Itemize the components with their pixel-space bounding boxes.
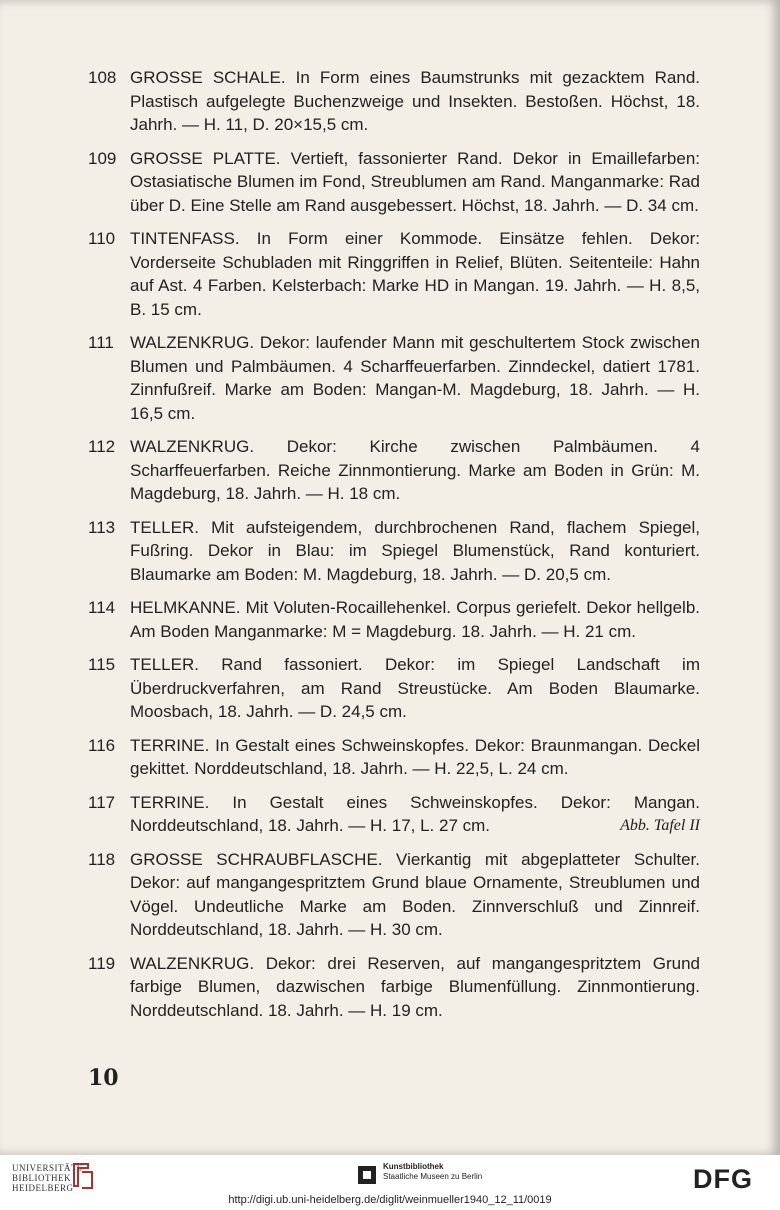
kunstbibliothek-logo-icon[interactable] (356, 1164, 378, 1186)
entry-text: WALZENKRUG. Dekor: laufender Mann mit geschultertem Stock zwischen Blumen und Palmbäumen. 4 Scharffeuerfarben. Zinndeckel, datiert 1781. Zinnfußreif. Marke am Boden: Mangan-M. Magdeburg, 18. Jahrh. — H. 16,5 cm. (130, 333, 700, 423)
entry-text: TERRINE. In Gestalt eines Schweinskopfes. Dekor: Mangan. Norddeutschland, 18. Jahrh. — H. 17, L. 27 cm. (130, 792, 700, 835)
entry-number: 110 (88, 229, 116, 248)
catalog-entry-116 (88, 734, 700, 781)
catalog-entry-109 (88, 147, 700, 218)
catalog-entry-112 (88, 435, 700, 506)
entry-text: HELMKANNE. Mit Voluten-Rocaillehenkel. Corpus geriefelt. Dekor hellgelb. Am Boden Manganmarke: M = Magdeburg. 18. Jahrh. — H. 21 cm. (130, 598, 700, 641)
entry-text: TINTENFASS. In Form einer Kommode. Einsätze fehlen. Dekor: Vorderseite Schubladen mit Ringgriffen in Relief, Blüten. Seitenteile: Hahn auf Ast. 4 Farben. Kelsterbach: Marke HD in Mangan. 19. Jahrh. — H. 8,5, B. 15 cm. (130, 229, 700, 319)
university-library-label (12, 1163, 86, 1193)
entry-text: TELLER. Rand fassoniert. Dekor: im Spiegel Landschaft im Überdruckverfahren, am Rand Streustücke. Am Boden Blaumarke. Moosbach, 18. Jahrh. — D. 24,5 cm. (130, 655, 700, 721)
catalog-entry-110 (88, 227, 700, 321)
catalog-entry-114 (88, 596, 700, 643)
catalog-list (88, 66, 700, 1032)
entry-number: 108 (88, 68, 117, 87)
page-number: 10 (88, 1065, 119, 1091)
entry-number: 116 (88, 735, 116, 755)
entry-number: 118 (88, 849, 116, 869)
entry-number: 112 (88, 437, 116, 456)
university-line: BIBLIOTHEK (12, 1173, 71, 1183)
catalog-entry-119 (88, 952, 700, 1023)
museen-name: Staatliche Museen zu Berlin (383, 1172, 483, 1181)
entry-text: TELLER. Mit aufsteigendem, durchbrochenen Rand, flachem Spiegel, Fußring. Dekor in Blau: im Spiegel Blumenstück, Rand konturiert. Blaumarke am Boden: M. Magdeburg, 18. Jahrh. — D. 20,5 cm. (130, 517, 700, 584)
catalog-entry-111 (88, 331, 700, 425)
entry-number: 109 (88, 148, 117, 168)
entry-number: 115 (88, 655, 116, 674)
university-logo-icon[interactable] (70, 1160, 96, 1190)
catalog-entry-118 (88, 848, 700, 942)
entry-text: GROSSE PLATTE. Vertieft, fassonierter Rand. Dekor in Emaillefarben: Ostasiatische Blumen im Fond, Streublumen am Rand. Manganmarke: Rad über D. Eine Stelle am Rand ausgebessert. Höchst, 18. Jahrh. — D. 34 cm. (130, 148, 700, 215)
university-line: UNIVERSITÄTS- (12, 1163, 86, 1173)
entry-text: WALZENKRUG. Dekor: Kirche zwischen Palmbäumen. 4 Scharffeuerfarben. Reiche Zinnmontierung. Marke am Boden in Grün: M. Magdeburg, 18. Jahrh. — H. 18 cm. (130, 437, 700, 503)
entry-number: 111 (88, 333, 114, 352)
kunstbibliothek-label (383, 1162, 482, 1182)
entry-text: GROSSE SCHRAUBFLASCHE. Vierkantig mit abgeplatteter Schulter. Dekor: auf mangangespritztem Grund blaue Ornamente, Streublumen und Vögel. Undeutliche Marke am Boden. Zinnverschluß und Zinnreif. Norddeutschland, 18. Jahrh. — H. 30 cm. (130, 849, 700, 939)
plate-reference: Abb. Tafel II (620, 817, 700, 834)
entry-text: TERRINE. In Gestalt eines Schweinskopfes. Dekor: Braunmangan. Deckel gekittet. Norddeutschland, 18. Jahrh. — H. 22,5, L. 24 cm. (130, 735, 700, 778)
entry-number: 113 (88, 517, 116, 537)
university-line: HEIDELBERG (12, 1183, 74, 1193)
entry-text: WALZENKRUG. Dekor: drei Reserven, auf mangangespritztem Grund farbige Blumen, dazwischen farbige Blumenfüllung. Zinnmontierung. Norddeutschland. 18. Jahrh. — H. 19 cm. (130, 953, 700, 1020)
entry-text: GROSSE SCHALE. In Form eines Baumstrunks mit gezacktem Rand. Plastisch aufgelegte Buchenzweige und Insekten. Bestoßen. Höchst, 18. Jahrh. — H. 11, D. 20×15,5 cm. (130, 68, 700, 134)
entry-number: 119 (88, 953, 116, 973)
kunstbibliothek-name: Kunstbibliothek (383, 1162, 444, 1171)
catalog-entry-113 (88, 516, 700, 587)
catalog-entry-117 (88, 791, 700, 838)
entry-number: 114 (88, 598, 116, 617)
catalog-entry-115 (88, 653, 700, 724)
entry-text-wrapper (130, 791, 700, 838)
dfg-logo[interactable]: DFG (693, 1164, 753, 1194)
catalog-entry-108 (88, 66, 700, 137)
viewer-footer (0, 1155, 780, 1210)
source-url[interactable]: http://digi.ub.uni-heidelberg.de/diglit/weinmueller1940_12_11/0019 (228, 1194, 552, 1206)
entry-number: 117 (88, 792, 116, 812)
